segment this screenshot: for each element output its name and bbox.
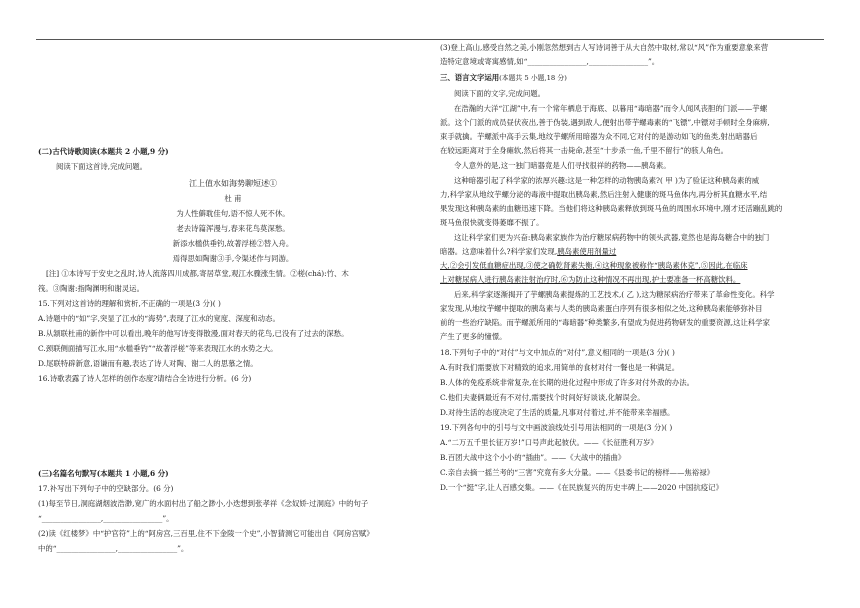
q17-item-1: (1)每至节日,洞庭湖烟波浩渺,宽广的水面村出了船之渺小,小迭想到张孝祥《念奴娇·过洞庭》中的句子: [38, 499, 369, 508]
poem-note: [注] ①本诗写于安史之乱时,诗人流落四川成都,寄居草堂,观江水骤涨生情。②槎(chá):竹、木: [46, 269, 349, 278]
poem-line: 焉得思如陶谢③手,令渠述作与同游。: [172, 254, 294, 263]
passage-line: 束手就擒。芋螺派中高手云集,地纹芋螺所用暗器为众不同,它对付的是游动如飞的鱼类,射出暗器后: [440, 132, 758, 141]
passage-line: 前的一些治疗缺陷。而芋螺派所用的“毒暗器”种类繁多,有望成为促进药物研发的重要资源,这让科学家: [440, 318, 771, 327]
poetry-intro: 阅读下面这首诗,完成问题。: [56, 162, 148, 171]
poem-author: 杜 甫: [224, 194, 242, 203]
section-title-language-main: 三、语言文字运用: [440, 73, 500, 82]
option-a: A.“二万五千里长征万岁!”口号声此起彼伏。——《长征胜利万岁》: [440, 438, 658, 447]
question-15: 15.下列对这首诗的理解和赏析,不正确的一项是(3 分)( ): [38, 299, 221, 308]
question-18: 18.下列句子中的“对付”与文中加点的“对付”,意义相同的一项是(3 分)( ): [440, 348, 675, 357]
passage-line: 这让科学家们更为兴奋:胰岛素家族作为治疗糖尿病药物中的领头武器,竟然也是海岛糖合中的独门: [454, 233, 770, 242]
option-d: D.一个“挺”字,让人百感交集。——《在民族复兴的历史丰碑上——2020 中国抗疫记》: [440, 483, 723, 492]
passage-line: 斑马鱼很快就变得萎靡不振了。: [440, 218, 544, 227]
option-c: C.颈联侧面描写江水,用“水槛垂钓”“故著浮槎”等来表现江水的水势之大。: [38, 344, 278, 353]
header-rule: [36, 39, 824, 40]
option-a: A.有时我们需要放下对精致的追求,用简单的食材对付一餐也是一种满足。: [440, 363, 680, 372]
poem-note: 筏。③陶谢:指陶渊明和谢灵运。: [38, 284, 144, 293]
option-b: B.人体的免疫系统非常复杂,在长期的进化过程中形成了许多对付外敌的办法。: [440, 378, 695, 387]
option-d: D.对待生活的态度决定了生活的质量,凡事对付着过,并不能带来幸福感。: [440, 408, 675, 417]
section-title-language-sub: (本题共 5 小题,18 分): [499, 74, 567, 82]
section-title-language: [440, 74, 567, 82]
option-c: C.亲自去摘一摇兰考的“三害”究竟有多大分量。——《县委书记的榜样——焦裕禄》: [440, 468, 714, 477]
q17-item-1-blank: “________________,________________”。: [38, 514, 174, 523]
option-b: B.百团大战中这个小小的“插曲”。——《大战中的插曲》: [440, 453, 626, 462]
passage-fragment: 暗器。这意味着什么?科学家们发现,: [440, 247, 558, 256]
option-b: B.从颔联杜甫的新作中可以看出,晚年的他写诗变得散漫,面对春天的花鸟,已没有了过去的深愁。: [38, 329, 349, 338]
section-title-recitation: (三)名篇名句默写(本题共 1 小题,6 分): [38, 469, 169, 478]
passage-line: 在较远距离对于全身瘫软,然后将其一击毙命,甚至“十步杀一鱼,千里不留行”的骇人角色。: [440, 146, 729, 155]
q17-item-2: (2)读《红楼梦》中“护官符”上的“阿房宫,三百里,住不下金陵一个史”,小智猜测它可能出自《阿房宫赋》: [38, 529, 374, 538]
passage-line: 力,科学家从地纹芋螺分泌的毒液中提取出胰岛素,然后注射入健康的斑马鱼体内,再分析其血糖水平,结: [440, 190, 768, 199]
option-a: A.诗题中的“如”字,突显了江水的“海势”,表现了江水的宽度、深度和动态。: [38, 314, 280, 323]
poem-title: 江上值水如海势聊短述①: [189, 179, 277, 188]
passage-line: 后来,科学家逐渐揭开了芋螺胰岛素提炼的工艺技术,( 乙 ),这为糖尿病治疗带来了革命性变化。科学: [454, 290, 775, 299]
passage-line: [440, 248, 616, 255]
passage-line: 这种暗器引起了科学家的浓厚兴趣:这是一种怎样的动物胰岛素?( 甲 )为了验证这种胰岛素的威: [454, 176, 760, 185]
q17-item-2-blank: 中的“________________,________________”。: [38, 544, 189, 553]
poem-line: 老去诗篇浑漫与,春来花鸟莫深愁。: [176, 224, 290, 233]
underlined-fragment: 胰岛素使用剂量过: [557, 247, 617, 256]
question-17: 17.补写出下列句子中的空缺部分。(6 分): [38, 484, 174, 493]
q17-item-3-blank: 造特定意境或寄寓感情,如“________________,________________”。: [440, 57, 660, 66]
section-title-poetry: (二)古代诗歌阅读(本题共 2 小题,9 分): [38, 147, 169, 156]
passage-line: 家发现,从地纹芋螺中提取的胰岛素与人类的胰岛素蛋白序列有很多相似之处,这种胰岛素能够弥补目: [440, 304, 763, 313]
passage-line: 派。这个门派的成员昼伏夜出,善于伪装,遇到敌人,便射出带芋螺毒素的“飞镖”,中镖对手顿时全身麻痹,: [440, 118, 770, 127]
q17-item-3: (3)登上高山,感受自然之美,小刚忽然想到古人写诗词善于从大自然中取材,常以“风”作为重要意象来营: [440, 43, 769, 52]
passage-line: 果发现这种胰岛素的血糖迅速下降。当他们将这种胰岛素释放到斑马鱼的周围水环境中,刚才还活蹦乱跳的: [440, 204, 783, 213]
poem-line: 为人性僻耽佳句,语不惊人死不休。: [176, 209, 290, 218]
language-intro: 阅读下面的文字,完成问题。: [454, 89, 546, 98]
underlined-line: 上对糖尿病人进行胰岛素注射治疗时,⑥为防止这种情况不再出现,护士要准备一杯高糖饮料。: [440, 275, 741, 284]
option-c: C.他们夫妻俩最近有不对付,需要找个时间好好谈谈,化解误会。: [440, 393, 645, 402]
option-d: D.尾联特辟新意,语谦而有趣,表达了诗人对陶、谢二人的思慕之情。: [38, 359, 258, 368]
underlined-line: 大,②会引发低血糖症出现,③使之确乾肾素失衡,④这种现象被称作“胰岛素休克”,⑤因此,在临床: [440, 261, 748, 270]
question-19: 19.下列各句中的引号与文中画波浪线处引号用法相同的一项是(3 分)( ): [440, 423, 673, 432]
poem-line: 新添水槛供垂钓,故著浮槎②替入舟。: [172, 239, 294, 248]
question-16: 16.诗歌表露了诗人怎样的创作态度?请结合全诗进行分析。(6 分): [38, 374, 252, 383]
passage-line: 令人意外的是,这一独门暗器竟是人们寻找很祥的药物——胰岛素。: [454, 161, 671, 170]
passage-line: 产生了更多的憧憬。: [440, 332, 507, 341]
passage-line: 在浩瀚的大洋“江湖”中,有一个常年栖息于海底、以暮用“毒暗器”而令人闻风丧胆的门派——芋螺: [454, 104, 768, 113]
